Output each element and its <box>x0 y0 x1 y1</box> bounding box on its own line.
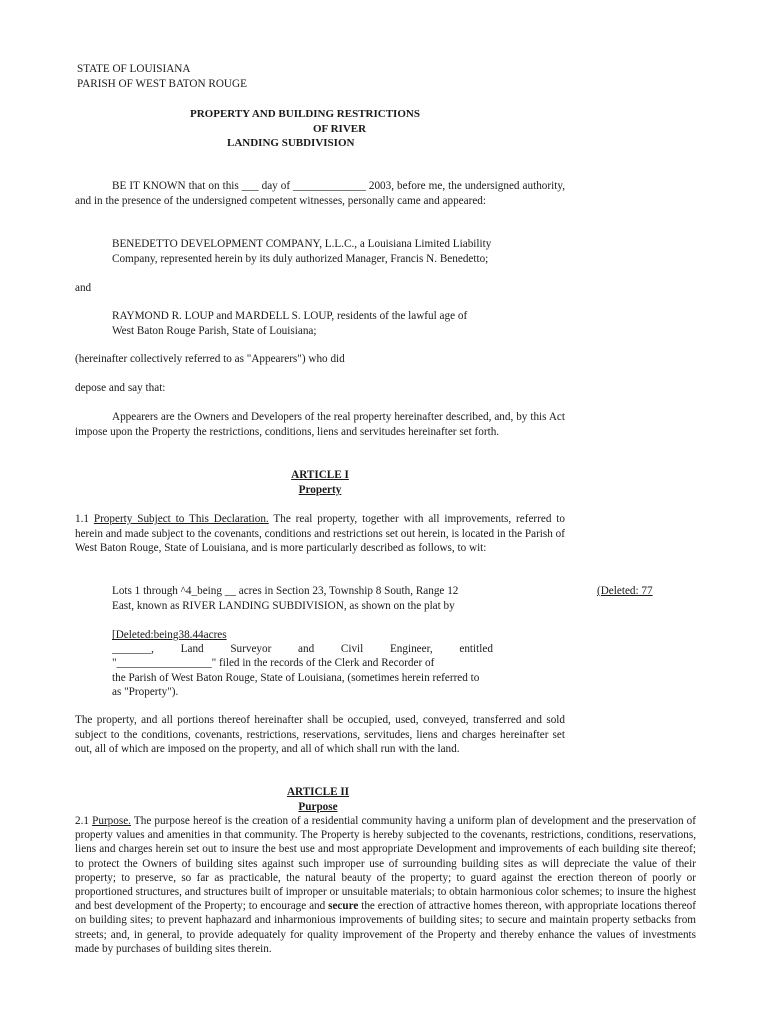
surveyor-word: Surveyor <box>230 643 272 655</box>
surveyor-word: _______, <box>112 643 154 655</box>
lots-description <box>112 584 542 613</box>
article-2-heading <box>268 785 368 814</box>
section-1-1 <box>75 512 565 556</box>
document-header <box>77 62 247 91</box>
surveyor-word: Land <box>180 643 204 655</box>
surveyor-line <box>112 642 493 657</box>
surveyor-word: Civil <box>340 643 364 655</box>
surveyor-word: and <box>298 643 315 655</box>
lots-line-1: Lots 1 through ^4_being __ acres in Section 23, Township 8 South, Range 12 <box>112 585 459 597</box>
deleted-acres-note: [Deleted:being38.44acres <box>112 629 227 641</box>
party-loup <box>112 309 567 338</box>
filed-line: "_________________" filed in the records of the Clerk and Recorder of <box>112 657 435 669</box>
title-line-3: LANDING SUBDIVISION <box>227 137 355 150</box>
deleted-margin-note: (Deleted: 77 <box>597 585 653 597</box>
hereinafter-text: (hereinafter collectively referred to as "Appearers") who did <box>75 353 345 365</box>
party1-line-2: Company, represented herein by its duly authorized Manager, Francis N. Benedetto; <box>112 252 489 265</box>
title-line-2: OF RIVER <box>313 122 367 135</box>
section-2-1-text-a: The purpose hereof is the creation of a residential community having a uniform plan of development and the preservation of property values and amenities in that community. The Property is hereby subjected to the covenants, restrictions, conditions, reservations, liens and charges herein set out to insure the best use and most appropriate Development and improvements of each building site thereof; to protect the Owners of building sites against such improper use of surrounding building sites as will depreciate the value of their property; to preserve, so far as practicable, the natural beauty of the property; to guard against the erection thereon of poorly or proportioned structures, and structures built of improper or unsuitable materials; to obtain harmonious color schemes; to insure the highest and best development of the Property; to encourage and <box>75 815 697 913</box>
section-2-1 <box>75 814 696 956</box>
title-line-1: PROPERTY AND BUILDING RESTRICTIONS <box>190 108 420 120</box>
occupied-paragraph: The property, and all portions thereof hereinafter shall be occupied, used, conveyed, transferred and sold subject to the conditions, covenants, restrictions, reservations, servitudes, liens and charges hereinafter set out, all of which are imposed on the property, and all of which shall run with the land. <box>75 714 565 756</box>
parish-line: PARISH OF WEST BATON ROUGE <box>77 77 247 90</box>
appearers-paragraph: Appearers are the Owners and Developers of the real property hereinafter described, and, by this Act impose upon the Property the restrictions, conditions, liens and servitudes hereinafter set forth. <box>75 411 565 438</box>
article-1-title: ARTICLE I <box>291 469 349 481</box>
be-it-known-paragraph: BE IT KNOWN that on this ___ day of _____________ 2003, before me, the undersigned authority, and in the presence of the undersigned competent witnesses, personally came and appeared: <box>75 180 565 207</box>
article-1-subtitle: Property <box>298 483 342 496</box>
depose-text: depose and say that: <box>75 382 166 394</box>
and-text: and <box>75 282 92 294</box>
parish-reference-line: the Parish of West Baton Rouge, State of Louisiana, (sometimes herein referred to <box>112 671 480 684</box>
as-property-line: as "Property"). <box>112 686 179 699</box>
lots-line-2: East, known as RIVER LANDING SUBDIVISION, as shown on the plat by <box>112 599 455 612</box>
state-line: STATE OF LOUISIANA <box>77 63 191 75</box>
surveyor-word: entitled <box>459 643 493 655</box>
section-2-1-text-b: the erection of attractive homes thereon, with appropriate locations thereof on building sites; to prevent haphazard and inharmonious improvements of building sites; to secure and maintain property setbacks from streets; and, in general, to provide adequately for quality improvement of the Property and thereby enhance the values of investments made by purchases of building sites therein. <box>75 900 696 955</box>
section-2-1-number: 2.1 <box>75 815 93 827</box>
article-2-title: ARTICLE II <box>286 786 350 798</box>
party2-line-2: West Baton Rouge Parish, State of Louisiana; <box>112 324 317 337</box>
document-title <box>190 107 440 151</box>
article-2-subtitle: Purpose <box>298 800 338 813</box>
section-2-1-title: Purpose. <box>92 815 131 827</box>
surveyor-word: Engineer, <box>389 643 433 655</box>
section-1-1-number: 1.1 <box>75 513 94 525</box>
party2-line-1: RAYMOND R. LOUP and MARDELL S. LOUP, residents of the lawful age of <box>112 310 468 322</box>
party-benedetto <box>112 237 567 266</box>
section-1-1-text: The real property, together with all improvements, referred to herein and made subject to the covenants, conditions and restrictions set out herein, is located in the Parish of West Baton Rouge, State of Louisiana, and is more particularly described as follows, to wit: <box>75 513 565 555</box>
plat-description <box>112 656 542 700</box>
section-1-1-title: Property Subject to This Declaration. <box>93 513 269 525</box>
section-2-1-bold: secure <box>328 900 359 913</box>
article-1-heading <box>270 468 370 497</box>
party1-line-1: BENEDETTO DEVELOPMENT COMPANY, L.L.C., a Louisiana Limited Liability <box>112 238 492 250</box>
